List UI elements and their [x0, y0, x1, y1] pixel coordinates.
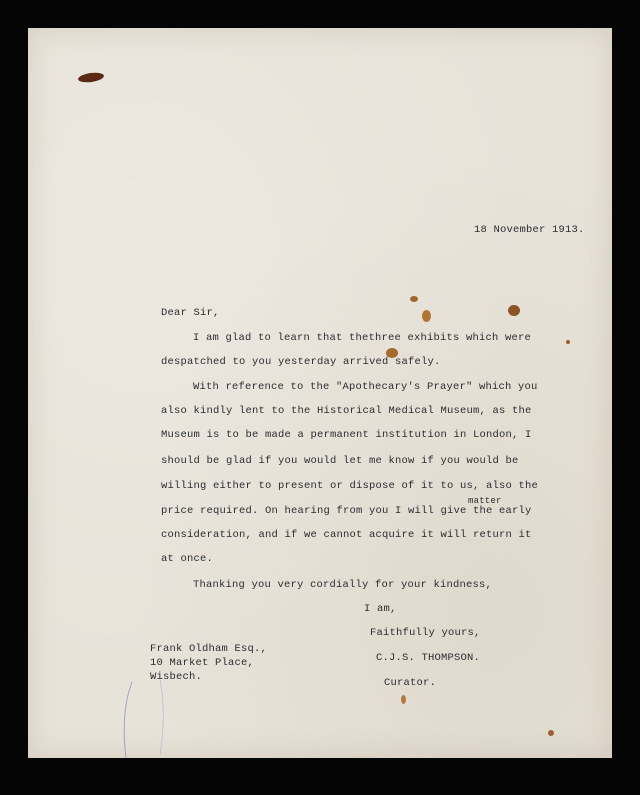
signatory: C.J.S. THOMPSON.	[376, 652, 481, 664]
body-line: price required. On hearing from you I will give the early	[161, 505, 532, 517]
rust-stain	[548, 730, 554, 736]
body-line: Thanking you very cordially for your kindness,	[193, 579, 493, 591]
rust-stain	[566, 340, 570, 344]
body-line: also kindly lent to the Historical Medical Museum, as the	[161, 405, 532, 417]
body-line: consideration, and if we cannot acquire it will return it	[161, 529, 532, 541]
addressee-line: Wisbech.	[150, 671, 203, 683]
rust-stain	[410, 296, 418, 302]
salutation: Dear Sir,	[161, 307, 220, 319]
addressee-line: 10 Market Place,	[150, 657, 255, 669]
body-line: With reference to the "Apothecary's Prayer" which you	[193, 381, 538, 393]
body-line: despatched to you yesterday arrived safely.	[161, 356, 441, 368]
addressee-line: Frank Oldham Esq.,	[150, 643, 268, 655]
closing-line: Faithfully yours,	[370, 627, 481, 639]
letter-date: 18 November 1913.	[474, 224, 585, 236]
body-line: Museum is to be made a permanent institution in London, I	[161, 429, 532, 441]
rust-stain	[401, 695, 406, 704]
body-line: should be glad if you would let me know if you would be	[161, 455, 519, 467]
letter-sheet	[28, 28, 612, 758]
pencil-mark	[120, 680, 180, 760]
body-line: willing either to present or dispose of it to us, also the	[161, 480, 539, 492]
closing-line: I am,	[364, 603, 397, 615]
inserted-word: matter	[468, 496, 502, 506]
rust-stain	[508, 305, 520, 316]
body-line: at once.	[161, 553, 214, 565]
rust-stain	[422, 310, 431, 322]
signatory-title: Curator.	[384, 677, 437, 689]
body-line: I am glad to learn that thethree exhibits which were	[193, 332, 532, 344]
